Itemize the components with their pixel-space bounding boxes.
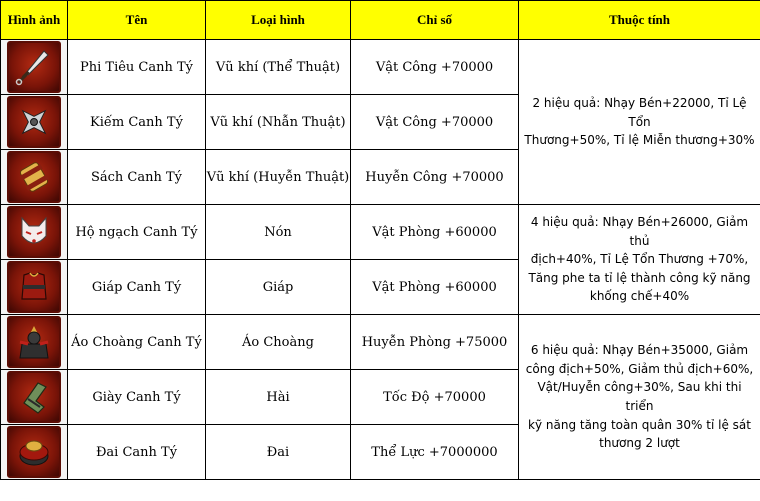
samurai-cloak-icon <box>7 316 61 368</box>
set-attribute-2: 2 hiệu quả: Nhạy Bén+22000, Tỉ Lệ Tổn Thương+50%, Tỉ lệ Miễn thương+30% <box>519 40 760 205</box>
item-stat: Thể Lực +7000000 <box>351 425 519 480</box>
item-type: Vũ khí (Huyễn Thuật) <box>206 150 351 205</box>
item-name: Giáp Canh Tý <box>68 260 206 315</box>
item-type: Hài <box>206 370 351 425</box>
item-type: Nón <box>206 205 351 260</box>
item-name: Áo Choàng Canh Tý <box>68 315 206 370</box>
item-type: Vũ khí (Nhẫn Thuật) <box>206 95 351 150</box>
header-stat: Chỉ số <box>351 1 519 40</box>
table-row <box>1 315 760 370</box>
item-name: Đai Canh Tý <box>68 425 206 480</box>
item-stat: Vật Công +70000 <box>351 95 519 150</box>
item-type: Giáp <box>206 260 351 315</box>
item-name: Kiếm Canh Tý <box>68 95 206 150</box>
item-stat: Tốc Độ +70000 <box>351 370 519 425</box>
item-stat: Vật Phòng +60000 <box>351 260 519 315</box>
belt-icon <box>7 426 61 478</box>
item-stat: Huyễn Công +70000 <box>351 150 519 205</box>
table-row <box>1 40 760 95</box>
header-image: Hình ảnh <box>1 1 68 40</box>
dagger-icon <box>7 41 61 93</box>
shuriken-icon <box>7 96 61 148</box>
scroll-icon <box>7 151 61 203</box>
item-stat: Vật Phòng +60000 <box>351 205 519 260</box>
set-attribute-6: 6 hiệu quả: Nhạy Bén+35000, Giảm công địch+50%, Giảm thủ địch+60%, Vật/Huyễn công+30%, Sau khi thi triển kỹ năng tăng toàn quân 30% tỉ lệ sát thương 2 lượt <box>519 315 760 480</box>
item-name: Hộ ngạch Canh Tý <box>68 205 206 260</box>
item-stat: Huyễn Phòng +75000 <box>351 315 519 370</box>
header-name: Tên <box>68 1 206 40</box>
item-name: Giày Canh Tý <box>68 370 206 425</box>
item-type: Áo Choàng <box>206 315 351 370</box>
item-stat: Vật Công +70000 <box>351 40 519 95</box>
item-name: Phi Tiêu Canh Tý <box>68 40 206 95</box>
item-type: Đai <box>206 425 351 480</box>
set-attribute-4: 4 hiệu quả: Nhạy Bén+26000, Giảm thủ địch+40%, Tỉ Lệ Tổn Thương +70%, Tăng phe ta tỉ lệ thành công kỹ năng khống chế+40% <box>519 205 760 315</box>
header-attribute: Thuộc tính <box>519 1 760 40</box>
armor-icon <box>7 261 61 313</box>
header-type: Loại hình <box>206 1 351 40</box>
item-type: Vũ khí (Thể Thuật) <box>206 40 351 95</box>
boots-icon <box>7 371 61 423</box>
fox-mask-icon <box>7 206 61 258</box>
header-row <box>1 1 760 40</box>
item-name: Sách Canh Tý <box>68 150 206 205</box>
table-row <box>1 205 760 260</box>
